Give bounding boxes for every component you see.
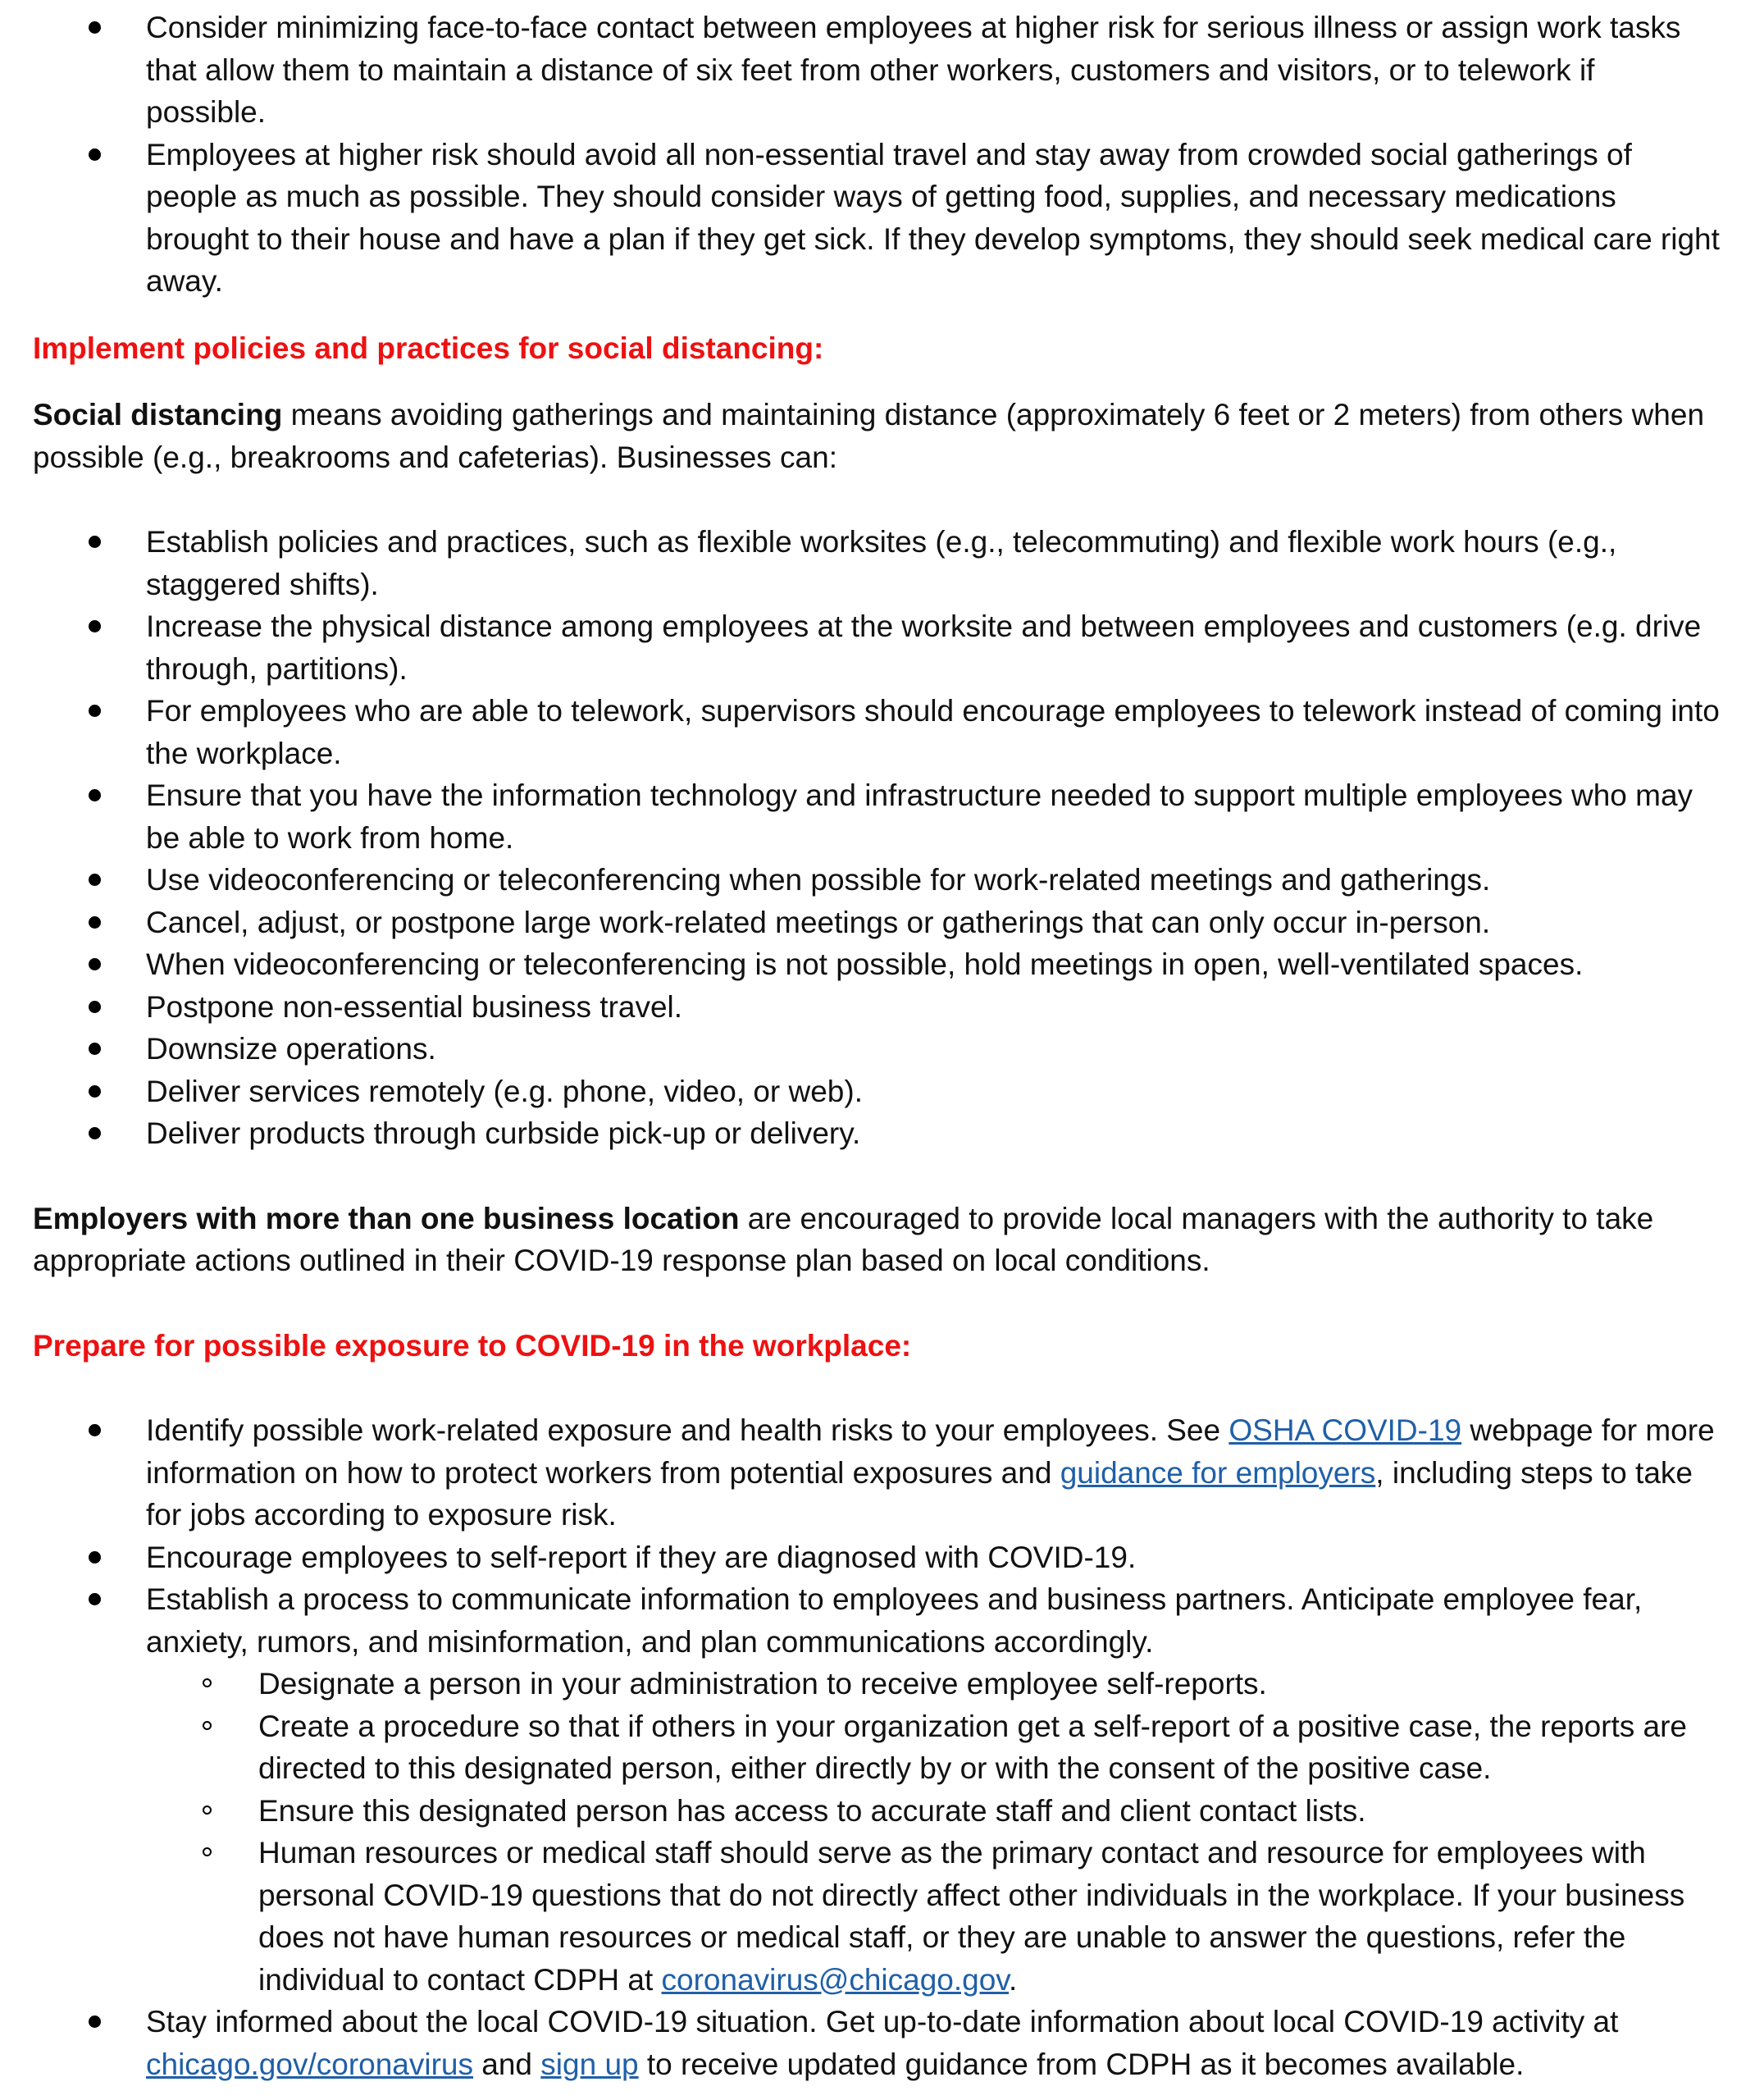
bold-term: Employers with more than one business location bbox=[33, 1201, 740, 1235]
section-heading-social-distancing: Implement policies and practices for social distancing: bbox=[33, 331, 824, 365]
exposure-list bbox=[33, 1409, 1722, 2085]
social-distancing-list bbox=[33, 521, 1722, 1155]
list-item: Ensure that you have the information technology and infrastructure needed to support multiple employees who may be able to work from home. bbox=[33, 774, 1722, 859]
bullet-icon bbox=[89, 1424, 101, 1436]
bullet-icon bbox=[89, 705, 101, 717]
multi-location-paragraph: Employers with more than one business location are encouraged to provide local managers with the authority to take appropriate actions outlined in their COVID-19 response plan based on local conditions. bbox=[33, 1201, 1654, 1277]
bullet-icon bbox=[89, 148, 101, 161]
sign-up-link[interactable]: sign up bbox=[540, 2047, 639, 2081]
bullet-icon bbox=[89, 958, 101, 970]
bullet-icon bbox=[89, 789, 101, 801]
bullet-icon bbox=[89, 1551, 101, 1564]
bullet-icon bbox=[89, 1001, 101, 1013]
list-item: Postpone non-essential business travel. bbox=[33, 986, 1722, 1029]
list-item: For employees who are able to telework, supervisors should encourage employees to telework instead of coming into the workplace. bbox=[33, 690, 1722, 774]
sub-list-item: Ensure this designated person has access to accurate staff and client contact lists. bbox=[33, 1790, 1722, 1833]
bullet-icon bbox=[89, 21, 101, 34]
bullet-icon bbox=[89, 1085, 101, 1098]
list-item: Increase the physical distance among employees at the worksite and between employees and customers (e.g. drive through, partitions). bbox=[33, 605, 1722, 690]
list-item: Consider minimizing face-to-face contact between employees at higher risk for serious illness or assign work tasks that allow them to maintain a distance of six feet from other workers, customers and visitors, or to telework if possible. bbox=[33, 7, 1722, 134]
bullet-icon bbox=[89, 536, 101, 548]
section-heading-exposure: Prepare for possible exposure to COVID-19 in the workplace: bbox=[33, 1328, 912, 1363]
list-item: Stay informed about the local COVID-19 situation. Get up-to-date information about local COVID-19 activity at chicago.gov/coronavirus and sign up to receive updated guidance from CDPH as it becomes available. bbox=[33, 2001, 1722, 2085]
bold-term: Social distancing bbox=[33, 398, 283, 431]
hollow-bullet-icon bbox=[203, 1721, 212, 1730]
sub-list-item: Human resources or medical staff should serve as the primary contact and resource for employees with personal COVID-19 questions that do not directly affect other individuals in the workplace. If your business does not have human resources or medical staff, or they are unable to answer the questions, refer the individual to contact CDPH at coronavirus@chicago.gov. bbox=[33, 1832, 1722, 2001]
bullet-icon bbox=[89, 2016, 101, 2028]
document-page bbox=[33, 7, 1722, 2085]
bullet-icon bbox=[89, 916, 101, 929]
bullet-icon bbox=[89, 1593, 101, 1605]
list-item: Employees at higher risk should avoid all non-essential travel and stay away from crowded social gatherings of people as much as possible. They should consider ways of getting food, supplies, and necessary medications brought to their house and have a plan if they get sick. If they develop symptoms, they should seek medical care right away. bbox=[33, 134, 1722, 303]
social-distancing-intro: Social distancing means avoiding gatherings and maintaining distance (approximately 6 feet or 2 meters) from others when possible (e.g., breakrooms and cafeterias). Businesses can: bbox=[33, 398, 1705, 474]
sub-list bbox=[146, 1663, 1722, 2001]
osha-covid-link[interactable]: OSHA COVID-19 bbox=[1228, 1413, 1462, 1447]
sub-list-item: Create a procedure so that if others in your organization get a self-report of a positive case, the reports are directed to this designated person, either directly by or with the consent of the positive case. bbox=[33, 1705, 1722, 1790]
bullet-icon bbox=[89, 620, 101, 632]
list-item: Cancel, adjust, or postpone large work-related meetings or gatherings that can only occur in-person. bbox=[33, 902, 1722, 944]
bullet-icon bbox=[89, 874, 101, 886]
list-item: Deliver products through curbside pick-up or delivery. bbox=[33, 1112, 1722, 1155]
chicago-coronavirus-link[interactable]: chicago.gov/coronavirus bbox=[146, 2047, 473, 2081]
list-item: Deliver services remotely (e.g. phone, video, or web). bbox=[33, 1071, 1722, 1113]
bullet-icon bbox=[89, 1043, 101, 1055]
hollow-bullet-icon bbox=[203, 1678, 212, 1687]
guidance-for-employers-link[interactable]: guidance for employers bbox=[1060, 1455, 1376, 1490]
top-bullet-list bbox=[33, 7, 1722, 303]
list-item: Downsize operations. bbox=[33, 1028, 1722, 1071]
bullet-icon bbox=[89, 1127, 101, 1139]
hollow-bullet-icon bbox=[203, 1806, 212, 1815]
list-item: Establish policies and practices, such as flexible worksites (e.g., telecommuting) and flexible work hours (e.g., staggered shifts). bbox=[33, 521, 1722, 605]
sub-list-item: Designate a person in your administration to receive employee self-reports. bbox=[33, 1663, 1722, 1705]
list-item: Use videoconferencing or teleconferencing when possible for work-related meetings and gatherings. bbox=[33, 859, 1722, 902]
list-item: Identify possible work-related exposure and health risks to your employees. See OSHA COVID-19 webpage for more information on how to protect workers from potential exposures and guidance for employers, including steps to take for jobs according to exposure risk. bbox=[33, 1409, 1722, 1536]
hollow-bullet-icon bbox=[203, 1847, 212, 1856]
cdph-email-link[interactable]: coronavirus@chicago.gov bbox=[661, 1962, 1010, 1997]
list-item: When videoconferencing or teleconferencing is not possible, hold meetings in open, well-ventilated spaces. bbox=[33, 943, 1722, 986]
list-item: Encourage employees to self-report if they are diagnosed with COVID-19. bbox=[33, 1536, 1722, 1579]
list-item: Establish a process to communicate information to employees and business partners. Anticipate employee fear, anxiety, rumors, and misinformation, and plan communications accordingly. Designate a person in your administration to receive employee self-reports. Create a procedure so that if others in your organization get a self-report of a positive case, the reports are directed to this designated person, either directly by or with the consent of the positive case. Ensure this designated person has access to accurate staff and client contact lists. Human resources or medical staff should serve as the primary contact and resource for employees with personal COVID-19 questions that do not directly affect other individuals in the workplace. If your business does not have human resources or medical staff, or they are unable to answer the questions, refer the individual to contact CDPH at coronavirus@chicago.gov. bbox=[33, 1578, 1722, 2001]
